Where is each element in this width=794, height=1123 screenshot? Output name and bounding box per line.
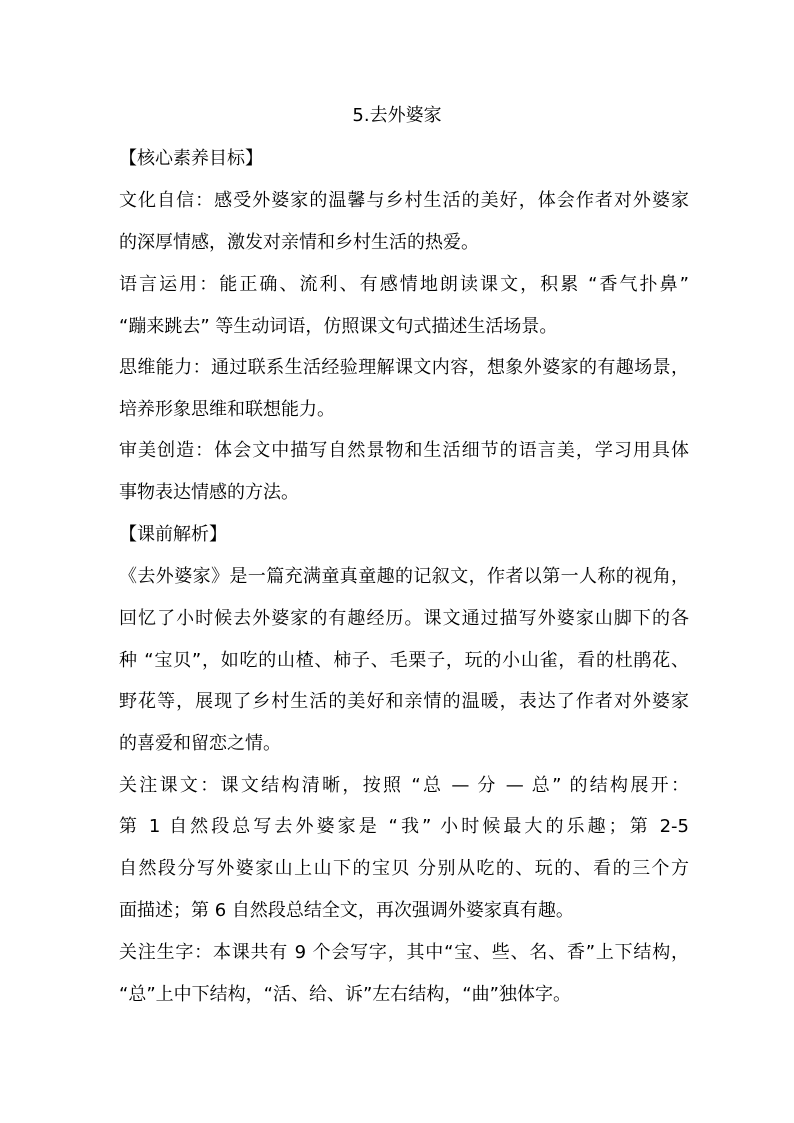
paragraph-line: 语言运用：能正确、流利、有感情地朗读课文，积累 “香气扑鼻” <box>119 274 689 295</box>
paragraph-line: 回忆了小时候去外婆家的有趣经历。课文通过描写外婆家山脚下的各 <box>119 608 689 629</box>
paragraph-line: “蹦来跳去” 等生动词语，仿照课文句式描述生活场景。 <box>119 316 558 337</box>
paragraph-line: “总”上中下结构，“活、给、诉”左右结构，“曲”独体字。 <box>119 984 571 1005</box>
paragraph-line: 思维能力：通过联系生活经验理解课文内容，想象外婆家的有趣场景， <box>119 357 689 378</box>
section-heading-pre-class: 【课前解析】 <box>119 524 227 545</box>
paragraph-line: 的喜爱和留恋之情。 <box>119 733 281 754</box>
paragraph-line: 培养形象思维和联想能力。 <box>119 399 335 420</box>
paragraph-line: 《去外婆家》是一篇充满童真童趣的记叙文，作者以第一人称的视角， <box>119 566 689 587</box>
paragraph-line: 事物表达情感的方法。 <box>119 482 299 503</box>
paragraph-line: 第 1 自然段总写去外婆家是 “我” 小时候最大的乐趣；第 2-5 <box>119 816 689 837</box>
paragraph-line: 审美创造：体会文中描写自然景物和生活细节的语言美，学习用具体 <box>119 440 689 461</box>
paragraph-line: 面描述；第 6 自然段总结全文，再次强调外婆家真有趣。 <box>119 900 574 921</box>
paragraph-line: 野花等，展现了乡村生活的美好和亲情的温暖，表达了作者对外婆家 <box>119 691 689 712</box>
paragraph-line: 文化自信：感受外婆家的温馨与乡村生活的美好，体会作者对外婆家 <box>119 190 689 211</box>
section-heading-core-goals: 【核心素养目标】 <box>119 148 263 169</box>
paragraph-line: 关注生字：本课共有 9 个会写字，其中“宝、些、名、香”上下结构， <box>119 942 689 963</box>
paragraph-line: 的深厚情感，激发对亲情和乡村生活的热爱。 <box>119 232 479 253</box>
page-title: 5.去外婆家 <box>352 105 442 126</box>
paragraph-line: 自然段分写外婆家山上山下的宝贝 分别从吃的、玩的、看的三个方 <box>119 858 689 879</box>
paragraph-line: 关注课文：课文结构清晰，按照 “总 — 分 — 总” 的结构展开： <box>119 775 689 796</box>
paragraph-line: 种 “宝贝”，如吃的山楂、柿子、毛栗子，玩的小山雀，看的杜鹃花、 <box>119 650 689 671</box>
